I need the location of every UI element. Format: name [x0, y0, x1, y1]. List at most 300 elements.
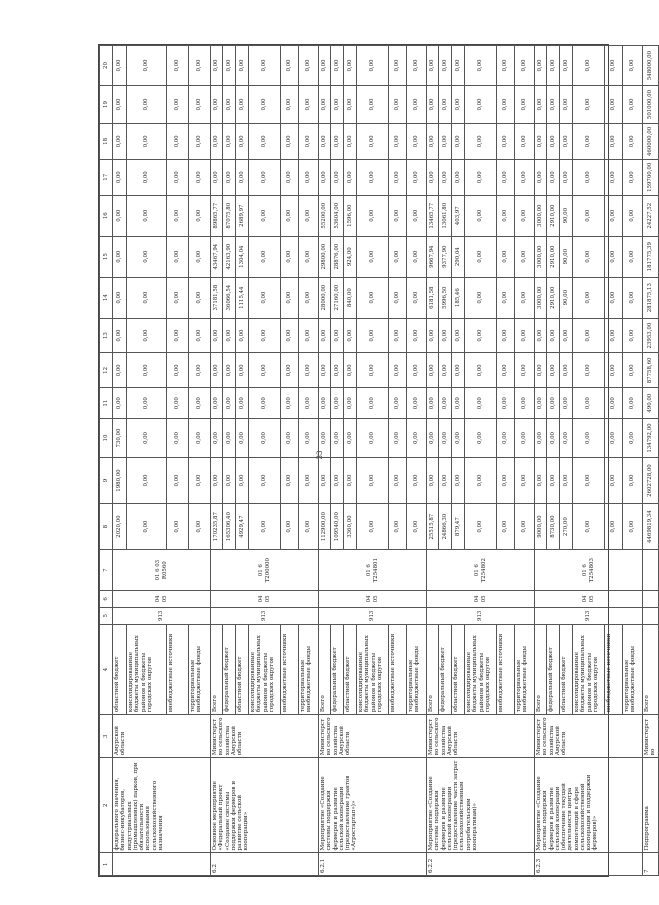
- amount: 0,00: [167, 277, 189, 318]
- amount: 0,00: [547, 123, 560, 159]
- executor: Амурской области: [113, 715, 211, 758]
- amount: 0,00: [573, 236, 605, 277]
- amount: 0,00: [281, 353, 299, 388]
- funding-source: консолидированные бюджеты муниципальных районов и бюджеты городских округов: [357, 624, 389, 714]
- amount: 0,00: [127, 86, 167, 124]
- footer-row: [643, 46, 659, 876]
- funding-source: областной бюджет: [344, 624, 357, 714]
- amount: 0,00: [357, 236, 389, 277]
- amount: 0,00: [319, 86, 331, 124]
- amount: 0,00: [249, 353, 281, 388]
- amount: 0,00: [452, 86, 465, 124]
- amount: 87075,80: [223, 195, 236, 236]
- amount: 0,00: [605, 195, 623, 236]
- amount: 0,00: [167, 504, 189, 550]
- amount: 0,00: [167, 419, 189, 458]
- amount: 490,00: [643, 388, 659, 419]
- column-number: 2: [100, 758, 113, 853]
- amount: 0,00: [299, 457, 319, 503]
- amount: 0,00: [319, 123, 331, 159]
- amount: 0,00: [605, 388, 623, 419]
- amount: 0,00: [113, 318, 127, 353]
- funding-source: областной бюджет: [236, 624, 249, 714]
- code-grbs: 913: [211, 607, 319, 624]
- amount: 9000,00: [535, 504, 547, 550]
- column-number: 16: [100, 195, 113, 236]
- amount: 0,00: [407, 123, 427, 159]
- item-name: Основное мероприятие «Федеральный проект «Создание системы поддержки фермеров и развитие сельской кооперации»: [211, 758, 319, 853]
- amount: 0,00: [281, 195, 299, 236]
- amount: 0,00: [623, 86, 643, 124]
- amount: 0,00: [427, 353, 439, 388]
- amount: 0,00: [465, 457, 497, 503]
- amount: 0,00: [299, 236, 319, 277]
- table-row: [427, 46, 439, 876]
- amount: 0,00: [167, 388, 189, 419]
- amount: 0,00: [407, 419, 427, 458]
- amount: 0,00: [605, 353, 623, 388]
- amount: 1596,00: [344, 195, 357, 236]
- amount: 0,00: [249, 159, 281, 195]
- column-number: 8: [100, 504, 113, 550]
- amount: 0,00: [127, 236, 167, 277]
- amount: 0,00: [547, 159, 560, 195]
- amount: 0,00: [515, 236, 535, 277]
- funding-source: федеральный бюджет: [547, 624, 560, 714]
- amount: 0,00: [189, 159, 211, 195]
- code-grbs: 913: [113, 607, 211, 624]
- amount: 0,00: [357, 277, 389, 318]
- amount: 0,00: [497, 419, 515, 458]
- amount: 0,00: [547, 388, 560, 419]
- amount: 0,00: [299, 86, 319, 124]
- amount: 0,00: [389, 318, 407, 353]
- amount: 0,00: [299, 318, 319, 353]
- funding-source: Всего: [211, 624, 223, 714]
- amount: 0,00: [605, 86, 623, 124]
- amount: 0,00: [497, 236, 515, 277]
- amount: 0,00: [439, 457, 452, 503]
- amount: 0,00: [357, 159, 389, 195]
- amount: 0,00: [127, 504, 167, 550]
- amount: 0,00: [113, 46, 127, 86]
- column-number: 14: [100, 277, 113, 318]
- amount: 0,00: [497, 353, 515, 388]
- amount: 0,00: [357, 419, 389, 458]
- amount: 0,00: [605, 277, 623, 318]
- amount: 28876,00: [331, 236, 344, 277]
- amount: 0,00: [573, 353, 605, 388]
- amount: 0,00: [560, 419, 573, 458]
- funding-source: внебюджетные источники: [605, 624, 623, 714]
- amount: 0,00: [113, 86, 127, 124]
- amount: 24227,52: [643, 195, 659, 236]
- amount: 0,00: [211, 86, 223, 124]
- amount: 281875,13: [643, 277, 659, 318]
- amount: 0,00: [189, 86, 211, 124]
- amount: 0,00: [515, 388, 535, 419]
- amount: 0,00: [211, 46, 223, 86]
- amount: 0,00: [573, 46, 605, 86]
- funding-source: Всего: [427, 624, 439, 714]
- amount: 0,00: [249, 46, 281, 86]
- amount: 25515,87: [427, 504, 439, 550]
- funding-source: Всего: [319, 624, 331, 714]
- amount: 0,00: [281, 277, 299, 318]
- funding-source: федеральный бюджет: [331, 624, 344, 714]
- amount: 0,00: [407, 159, 427, 195]
- amount: 0,00: [439, 318, 452, 353]
- amount: 0,00: [223, 353, 236, 388]
- amount: 0,00: [319, 318, 331, 353]
- executor: Министерство сельского хозяйства Амурской области: [427, 715, 535, 758]
- amount: 0,00: [605, 123, 623, 159]
- column-number: 15: [100, 236, 113, 277]
- amount: 0,00: [299, 277, 319, 318]
- amount: 0,00: [497, 195, 515, 236]
- item-name: Мероприятие «Создание системы поддержки фермеров и развитие сельской кооперации (обеспечение текущей деятельности центра компетенций в сфере сельскохозяйственной кооперации и поддержки фермеров)»: [535, 758, 643, 853]
- amount: 3000,00: [535, 277, 547, 318]
- amount: 0,00: [623, 457, 643, 503]
- budget-table-frame: [98, 44, 657, 877]
- amount: 0,00: [515, 504, 535, 550]
- amount: 0,00: [427, 457, 439, 503]
- amount: 2910,00: [547, 277, 560, 318]
- amount: 0,00: [319, 353, 331, 388]
- column-number: 9: [100, 457, 113, 503]
- amount: 4469819,34: [643, 504, 659, 550]
- amount: 0,00: [236, 46, 249, 86]
- funding-source: территориальные внебюджетные фонды: [407, 624, 427, 714]
- amount: 0,00: [427, 318, 439, 353]
- amount: 2910,00: [547, 236, 560, 277]
- amount: 0,00: [547, 86, 560, 124]
- amount: 0,00: [357, 457, 389, 503]
- amount: 170235,87: [211, 504, 223, 550]
- item-number: [113, 853, 211, 876]
- amount: 0,00: [407, 195, 427, 236]
- funding-source: консолидированные бюджеты муниципальных районов и бюджеты городских округов: [127, 624, 167, 714]
- funding-source: консолидированные бюджеты муниципальных районов и бюджеты городских округов: [573, 624, 605, 714]
- amount: 0,00: [211, 318, 223, 353]
- amount: 0,00: [465, 419, 497, 458]
- amount: 0,00: [407, 353, 427, 388]
- amount: 0,00: [452, 457, 465, 503]
- amount: 0,00: [427, 123, 439, 159]
- amount: 0,00: [605, 318, 623, 353]
- amount: 0,00: [573, 277, 605, 318]
- amount: 0,00: [465, 236, 497, 277]
- amount: 0,00: [515, 123, 535, 159]
- amount: 3000,00: [535, 195, 547, 236]
- amount: 0,00: [189, 46, 211, 86]
- table-body: [100, 46, 659, 876]
- code-rzpr: 04 05: [535, 591, 643, 607]
- amount: 0,00: [623, 195, 643, 236]
- amount: 0,00: [497, 504, 515, 550]
- amount: 0,00: [211, 419, 223, 458]
- amount: 0,00: [547, 419, 560, 458]
- amount: 0,00: [427, 159, 439, 195]
- funding-source: федеральный бюджет: [439, 624, 452, 714]
- amount: 3000,00: [535, 236, 547, 277]
- amount: 0,00: [331, 318, 344, 353]
- amount: 165306,40: [223, 504, 236, 550]
- amount: 0,00: [236, 419, 249, 458]
- item-number: 6.2.2: [427, 853, 535, 876]
- column-number: 3: [100, 715, 113, 758]
- amount: 0,00: [167, 457, 189, 503]
- code-rzpr: 04 05: [113, 591, 211, 607]
- amount: 0,00: [389, 46, 407, 86]
- amount: 0,00: [281, 419, 299, 458]
- amount: 0,00: [331, 86, 344, 124]
- amount: 0,00: [439, 86, 452, 124]
- amount: 0,00: [560, 86, 573, 124]
- amount: 0,00: [127, 457, 167, 503]
- amount: 4929,47: [236, 504, 249, 550]
- amount: 23953,00: [643, 318, 659, 353]
- column-number: 1: [100, 853, 113, 876]
- amount: 0,00: [515, 419, 535, 458]
- amount: 0,00: [573, 318, 605, 353]
- amount: 0,00: [515, 318, 535, 353]
- amount: 0,00: [560, 46, 573, 86]
- funding-source: областной бюджет: [452, 624, 465, 714]
- amount: 0,00: [623, 236, 643, 277]
- amount: 0,00: [389, 159, 407, 195]
- amount: 0,00: [236, 388, 249, 419]
- amount: 0,00: [249, 86, 281, 124]
- amount: 37181,58: [211, 277, 223, 318]
- amount: 0,00: [465, 123, 497, 159]
- amount: 0,00: [357, 123, 389, 159]
- amount: 0,00: [281, 318, 299, 353]
- amount: 0,00: [189, 353, 211, 388]
- amount: 0,00: [515, 159, 535, 195]
- amount: 0,00: [407, 457, 427, 503]
- amount: 0,00: [623, 277, 643, 318]
- amount: 0,00: [515, 353, 535, 388]
- amount: 0,00: [127, 318, 167, 353]
- amount: 27160,00: [331, 277, 344, 318]
- amount: 0,00: [439, 46, 452, 86]
- code-grbs: 913: [535, 607, 643, 624]
- column-number: 4: [100, 624, 113, 714]
- amount: 0,00: [535, 388, 547, 419]
- amount: 0,00: [113, 123, 127, 159]
- funding-source: консолидированные бюджеты муниципальных районов и бюджеты городских округов: [249, 624, 281, 714]
- amount: 0,00: [623, 419, 643, 458]
- amount: 0,00: [389, 123, 407, 159]
- amount: 0,00: [389, 504, 407, 550]
- amount: 0,00: [547, 318, 560, 353]
- amount: 0,00: [515, 195, 535, 236]
- amount: 8730,00: [547, 504, 560, 550]
- amount: 0,00: [223, 46, 236, 86]
- amount: 89865,77: [211, 195, 223, 236]
- amount: 3360,00: [344, 504, 357, 550]
- amount: 0,00: [407, 388, 427, 419]
- amount: 0,00: [331, 353, 344, 388]
- amount: 42163,90: [223, 236, 236, 277]
- column-number: 5: [100, 607, 113, 624]
- column-number: 7: [100, 550, 113, 591]
- item-number: 7: [643, 853, 659, 876]
- amount: 0,00: [236, 318, 249, 353]
- amount: 0,00: [605, 236, 623, 277]
- amount: 0,00: [389, 86, 407, 124]
- amount: 0,00: [249, 457, 281, 503]
- amount: 0,00: [319, 457, 331, 503]
- amount: 0,00: [299, 419, 319, 458]
- amount: 2020,00: [113, 504, 127, 550]
- amount: 2910,00: [547, 195, 560, 236]
- amount: 0,00: [127, 195, 167, 236]
- amount: 0,00: [439, 159, 452, 195]
- item-name: федерального значения, бизнес-инкубаторов, индустриальных (промышленных) парков, при обязательности использования сельскохозяйственного назначения: [113, 758, 211, 853]
- amount: 112900,00: [319, 504, 331, 550]
- amount: 0,00: [357, 195, 389, 236]
- code-rzpr: [643, 591, 659, 607]
- amount: 159700,00: [643, 159, 659, 195]
- amount: 0,00: [344, 46, 357, 86]
- column-number: 6: [100, 591, 113, 607]
- amount: 0,00: [223, 159, 236, 195]
- amount: 0,00: [249, 195, 281, 236]
- amount: 0,00: [357, 318, 389, 353]
- amount: 0,00: [167, 123, 189, 159]
- item-number: 6.2.3: [535, 853, 643, 876]
- amount: 0,00: [560, 123, 573, 159]
- amount: 0,00: [547, 457, 560, 503]
- amount: 0,00: [407, 504, 427, 550]
- amount: 0,00: [452, 46, 465, 86]
- amount: 0,00: [623, 388, 643, 419]
- amount: 0,00: [127, 46, 167, 86]
- amount: 0,00: [223, 86, 236, 124]
- amount: 0,00: [344, 318, 357, 353]
- funding-source: Всего: [643, 624, 659, 714]
- amount: 1980,00: [113, 457, 127, 503]
- amount: 0,00: [127, 419, 167, 458]
- amount: 0,00: [465, 318, 497, 353]
- amount: 0,00: [249, 123, 281, 159]
- amount: 0,00: [573, 159, 605, 195]
- amount: 0,00: [167, 353, 189, 388]
- amount: 0,00: [236, 159, 249, 195]
- amount: 840,00: [344, 277, 357, 318]
- amount: 0,00: [211, 353, 223, 388]
- amount: 0,00: [249, 419, 281, 458]
- funding-source: Всего: [535, 624, 547, 714]
- amount: 0,00: [344, 419, 357, 458]
- amount: 0,00: [113, 195, 127, 236]
- code-rzpr: 04 05: [211, 591, 319, 607]
- amount: 0,00: [605, 46, 623, 86]
- amount: 0,00: [189, 419, 211, 458]
- amount: 0,00: [439, 419, 452, 458]
- amount: 0,00: [497, 86, 515, 124]
- amount: 0,00: [497, 277, 515, 318]
- amount: 924,00: [344, 236, 357, 277]
- amount: 0,00: [167, 46, 189, 86]
- amount: 181775,39: [643, 236, 659, 277]
- amount: 0,00: [299, 388, 319, 419]
- amount: 0,00: [452, 123, 465, 159]
- amount: 0,00: [497, 457, 515, 503]
- executor: Министерство сельского хозяйства Амурской области: [319, 715, 427, 758]
- amount: 0,00: [535, 318, 547, 353]
- amount: 0,00: [623, 318, 643, 353]
- amount: 0,00: [189, 195, 211, 236]
- amount: 0,00: [535, 353, 547, 388]
- amount: 0,00: [189, 457, 211, 503]
- amount: 0,00: [167, 236, 189, 277]
- amount: 0,00: [299, 159, 319, 195]
- amount: 0,00: [535, 419, 547, 458]
- amount: 460000,00: [643, 123, 659, 159]
- amount: 0,00: [331, 123, 344, 159]
- executor: Министерство сельского хозяйства Амурской области: [535, 715, 643, 758]
- amount: 2689,97: [236, 195, 249, 236]
- amount: 0,00: [357, 46, 389, 86]
- funding-source: внебюджетные источники: [281, 624, 299, 714]
- table-row: [211, 46, 223, 876]
- amount: 0,00: [189, 504, 211, 550]
- amount: 28000,00: [319, 277, 331, 318]
- amount: 90,00: [560, 277, 573, 318]
- amount: 0,00: [439, 353, 452, 388]
- amount: 0,00: [407, 318, 427, 353]
- code-csr: 01 6 T254803: [535, 550, 643, 591]
- amount: 0,00: [236, 353, 249, 388]
- amount: 290,04: [452, 236, 465, 277]
- amount: 134792,00: [643, 419, 659, 458]
- executor: Министерство: [643, 715, 659, 758]
- amount: 548000,00: [643, 46, 659, 86]
- amount: 0,00: [573, 123, 605, 159]
- amount: 90,00: [560, 195, 573, 236]
- amount: 109540,00: [331, 504, 344, 550]
- amount: 0,00: [560, 457, 573, 503]
- amount: 9377,90: [439, 236, 452, 277]
- amount: 0,00: [223, 419, 236, 458]
- amount: 0,00: [515, 277, 535, 318]
- amount: 0,00: [560, 388, 573, 419]
- column-number: 18: [100, 123, 113, 159]
- amount: 0,00: [452, 419, 465, 458]
- amount: 0,00: [331, 159, 344, 195]
- amount: 0,00: [465, 86, 497, 124]
- amount: 0,00: [623, 46, 643, 86]
- amount: 0,00: [281, 388, 299, 419]
- amount: 0,00: [299, 504, 319, 550]
- funding-source: внебюджетные источники: [389, 624, 407, 714]
- amount: 0,00: [319, 159, 331, 195]
- funding-source: территориальные внебюджетные фонды: [189, 624, 211, 714]
- column-number: 12: [100, 353, 113, 388]
- amount: 0,00: [427, 86, 439, 124]
- amount: 0,00: [452, 388, 465, 419]
- amount: 9667,94: [427, 236, 439, 277]
- code-rzpr: 04 05: [427, 591, 535, 607]
- amount: 0,00: [344, 457, 357, 503]
- funding-source: областной бюджет: [113, 624, 127, 714]
- amount: 0,00: [236, 457, 249, 503]
- amount: 0,00: [605, 504, 623, 550]
- amount: 0,00: [439, 388, 452, 419]
